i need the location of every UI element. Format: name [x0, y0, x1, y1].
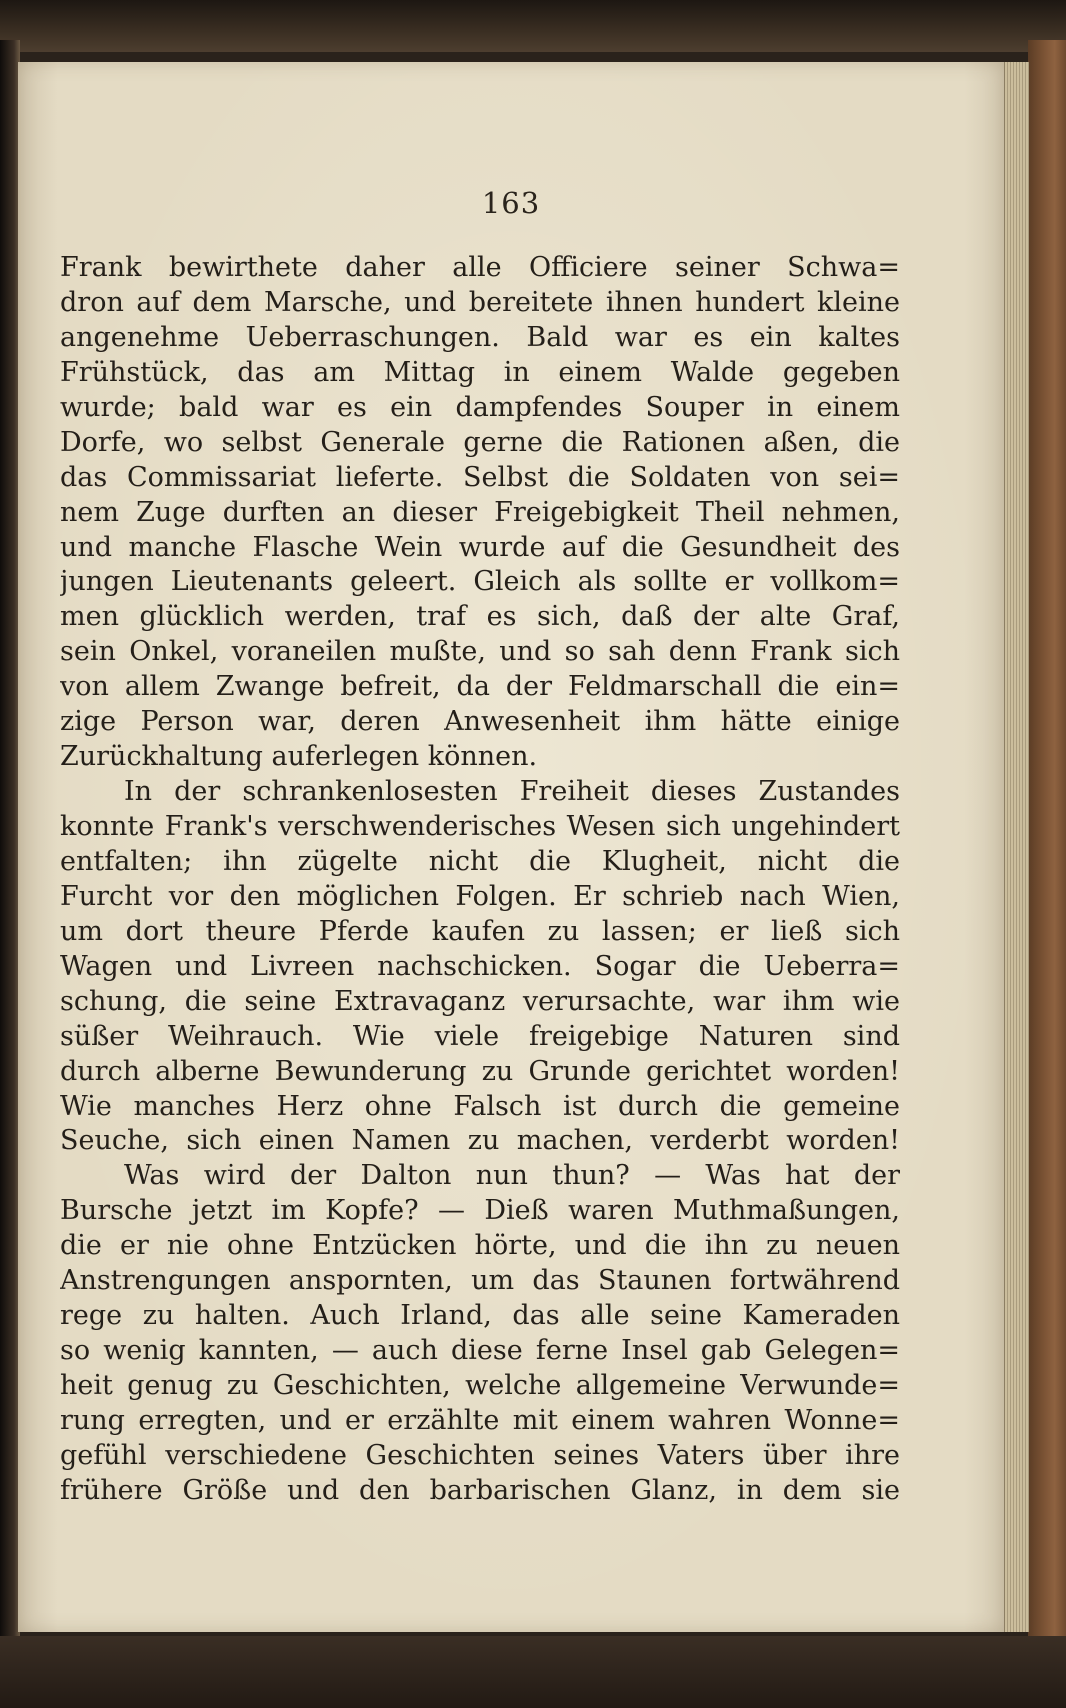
text-line: schung, die seine Extravaganz verursachte, war ihm wie	[60, 985, 900, 1017]
text-line: sein Onkel, voraneilen mußte, und so sah denn Frank sich	[60, 636, 900, 668]
text-line: Bursche jetzt im Kopfe? — Dieß waren Muthmaßungen,	[60, 1195, 900, 1227]
text-line: von allem Zwange befreit, da der Feldmarschall die ein=	[60, 671, 900, 703]
text-line: gefühl verschiedene Geschichten seines Vaters über ihre	[60, 1439, 900, 1471]
text-line: um dort theure Pferde kaufen zu lassen; er ließ sich	[60, 915, 900, 947]
text-line: das Commissariat lieferte. Selbst die Soldaten von sei=	[60, 461, 900, 493]
text-line: so wenig kannten, — auch diese ferne Insel gab Gelegen=	[60, 1335, 900, 1367]
text-line: rege zu halten. Auch Irland, das alle seine Kameraden	[60, 1300, 900, 1332]
book-bottom-edge	[0, 1636, 1066, 1708]
book-page	[18, 62, 1004, 1632]
text-line: In der schrankenlosesten Freiheit dieses Zustandes	[124, 776, 900, 808]
text-line: zige Person war, deren Anwesenheit ihm hätte einige	[60, 706, 900, 738]
text-line: Frank bewirthete daher alle Officiere seiner Schwa=	[60, 252, 900, 283]
text-line: dron auf dem Marsche, und bereitete ihnen hundert kleine	[60, 286, 900, 318]
text-line: wurde; bald war es ein dampfendes Souper in einem	[60, 391, 900, 423]
text-line: die er nie ohne Entzücken hörte, und die ihn zu neuen	[60, 1230, 900, 1262]
text-line: Wie manches Herz ohne Falsch ist durch die gemeine	[60, 1090, 900, 1122]
text-line: süßer Weihrauch. Wie viele freigebige Naturen sind	[60, 1020, 900, 1052]
text-line: nem Zuge durften an dieser Freigebigkeit Theil nehmen,	[60, 496, 900, 528]
page-text	[60, 250, 900, 1508]
text-line: Dorfe, wo selbst Generale gerne die Rationen aßen, die	[60, 426, 900, 458]
text-line: Frühstück, das am Mittag in einem Walde gegeben	[60, 356, 900, 388]
book-top-edge	[0, 0, 1066, 52]
book-cover-edge	[1028, 40, 1066, 1650]
page-stack-edges	[1004, 62, 1029, 1632]
text-line: konnte Frank's verschwenderisches Wesen sich ungehindert	[60, 811, 900, 842]
text-line: men glücklich werden, traf es sich, daß der alte Graf,	[60, 601, 900, 633]
text-line: durch alberne Bewunderung zu Grunde gerichtet worden!	[60, 1055, 900, 1087]
text-line: angenehme Ueberraschungen. Bald war es ein kaltes	[60, 321, 900, 353]
text-line: Zurückhaltung auferlegen können.	[60, 741, 538, 773]
text-line: rung erregten, und er erzählte mit einem wahren Wonne=	[60, 1404, 900, 1436]
text-line: Seuche, sich einen Namen zu machen, verderbt worden!	[60, 1125, 900, 1157]
text-line: entfalten; ihn zügelte nicht die Klugheit, nicht die	[60, 845, 900, 877]
text-line: frühere Größe und den barbarischen Glanz, in dem sie	[60, 1474, 900, 1506]
text-line: Wagen und Livreen nachschicken. Sogar die Ueberra=	[60, 950, 900, 982]
text-line: jungen Lieutenants geleert. Gleich als sollte er vollkom=	[60, 566, 900, 598]
text-line: Was wird der Dalton nun thun? — Was hat der	[124, 1160, 900, 1192]
text-line: heit genug zu Geschichten, welche allgemeine Verwunde=	[60, 1370, 900, 1401]
text-line: und manche Flasche Wein wurde auf die Gesundheit des	[60, 531, 900, 563]
text-line: Furcht vor den möglichen Folgen. Er schrieb nach Wien,	[60, 880, 900, 912]
page-number: 163	[481, 186, 541, 220]
text-line: Anstrengungen anspornten, um das Staunen fortwährend	[60, 1265, 900, 1297]
book-left-binding	[0, 40, 20, 1650]
